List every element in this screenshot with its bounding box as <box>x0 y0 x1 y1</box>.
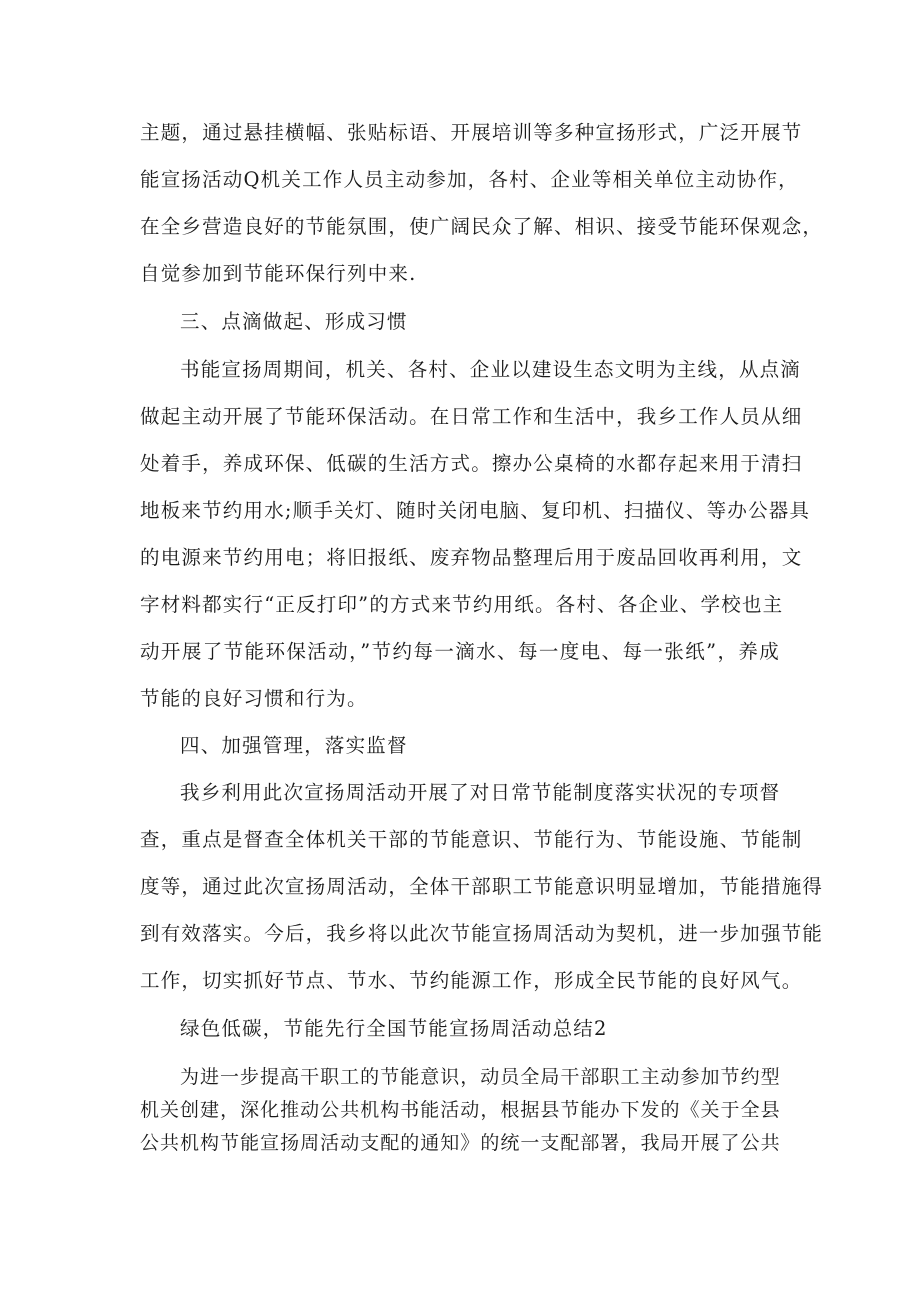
paragraph-line: 在全乡营造良好的节能氛围，使广阔民众了解、相识、接受节能环保观念， <box>140 215 824 238</box>
paragraph-line: 机关创建，深化推动公共机构书能活动，根据县节能办下发的《关于全县 <box>140 1099 780 1121</box>
paragraph-line: 度等，通过此次宣扬周活动，全体干部职工节能意识明显增加，节能措施得 <box>140 875 824 898</box>
paragraph-line: 动开展了节能环保活动，”节约每一滴水、每一度电、每一张纸”，养成 <box>140 640 780 663</box>
paragraph-line: 处着手，养成环保、低碳的生活方式。擦办公桌椅的水都存起来用于清扫 <box>140 452 803 475</box>
paragraph-line: 书能宣扬周期间，机关、各村、企业以建设生态文明为主线，从点滴 <box>180 358 802 381</box>
paragraph-line: 我乡利用此次宣扬周活动开展了对日常节能制度落实状况的专项督 <box>180 781 781 804</box>
paragraph-line: 主题，通过悬挂横幅、张贴标语、开展培训等多种宣扬形式，广泛开展节 <box>140 121 803 144</box>
paragraph-line: 字材料都实行“正反打印”的方式来节约用纸。各村、各企业、学校也主 <box>140 593 784 616</box>
paragraph-line: 公共机构节能宣扬周活动支配的通知》的统一支配部署，我局开展了公共 <box>140 1132 780 1154</box>
paragraph-line: 节能的良好习惯和行为。 <box>140 687 368 710</box>
paragraph-line: 自觉参加到节能环保行列中来. <box>140 262 417 285</box>
paragraph-line: 地板来节约用水;顺手关灯、随时关闭电脑、复印机、扫描仪、等办公器具 <box>140 499 811 522</box>
section-heading: 三、点滴做起、形成习惯 <box>180 310 408 333</box>
section-title: 绿色低碳，节能先行全国节能宣扬周活动总结2 <box>180 1017 608 1040</box>
paragraph-line: 为进一步提高干职工的节能意识，动员全局干部职工主动参加节约型 <box>180 1066 780 1088</box>
paragraph-line: 到有效落实。今后，我乡将以此次节能宣扬周活动为契机，进一步加强节能 <box>140 922 824 945</box>
paragraph-line: 的电源来节约用电；将旧报纸、废弃物品整理后用于废品回收再利用，文 <box>140 546 803 569</box>
paragraph-line: 能宣扬活动Q机关工作人员主动参加，各村、企业等相关单位主动协作， <box>140 168 799 191</box>
section-heading: 四、加强管理，落实监督 <box>180 734 408 757</box>
paragraph-line: 做起主动开展了节能环保活动。在日常工作和生活中，我乡工作人员从细 <box>140 405 803 428</box>
paragraph-line: 工作，切实抓好节点、节水、节约能源工作，形成全民节能的良好风气。 <box>140 969 803 992</box>
paragraph-line: 查，重点是督查全体机关干部的节能意识、节能行为、节能设施、节能制 <box>140 828 803 851</box>
